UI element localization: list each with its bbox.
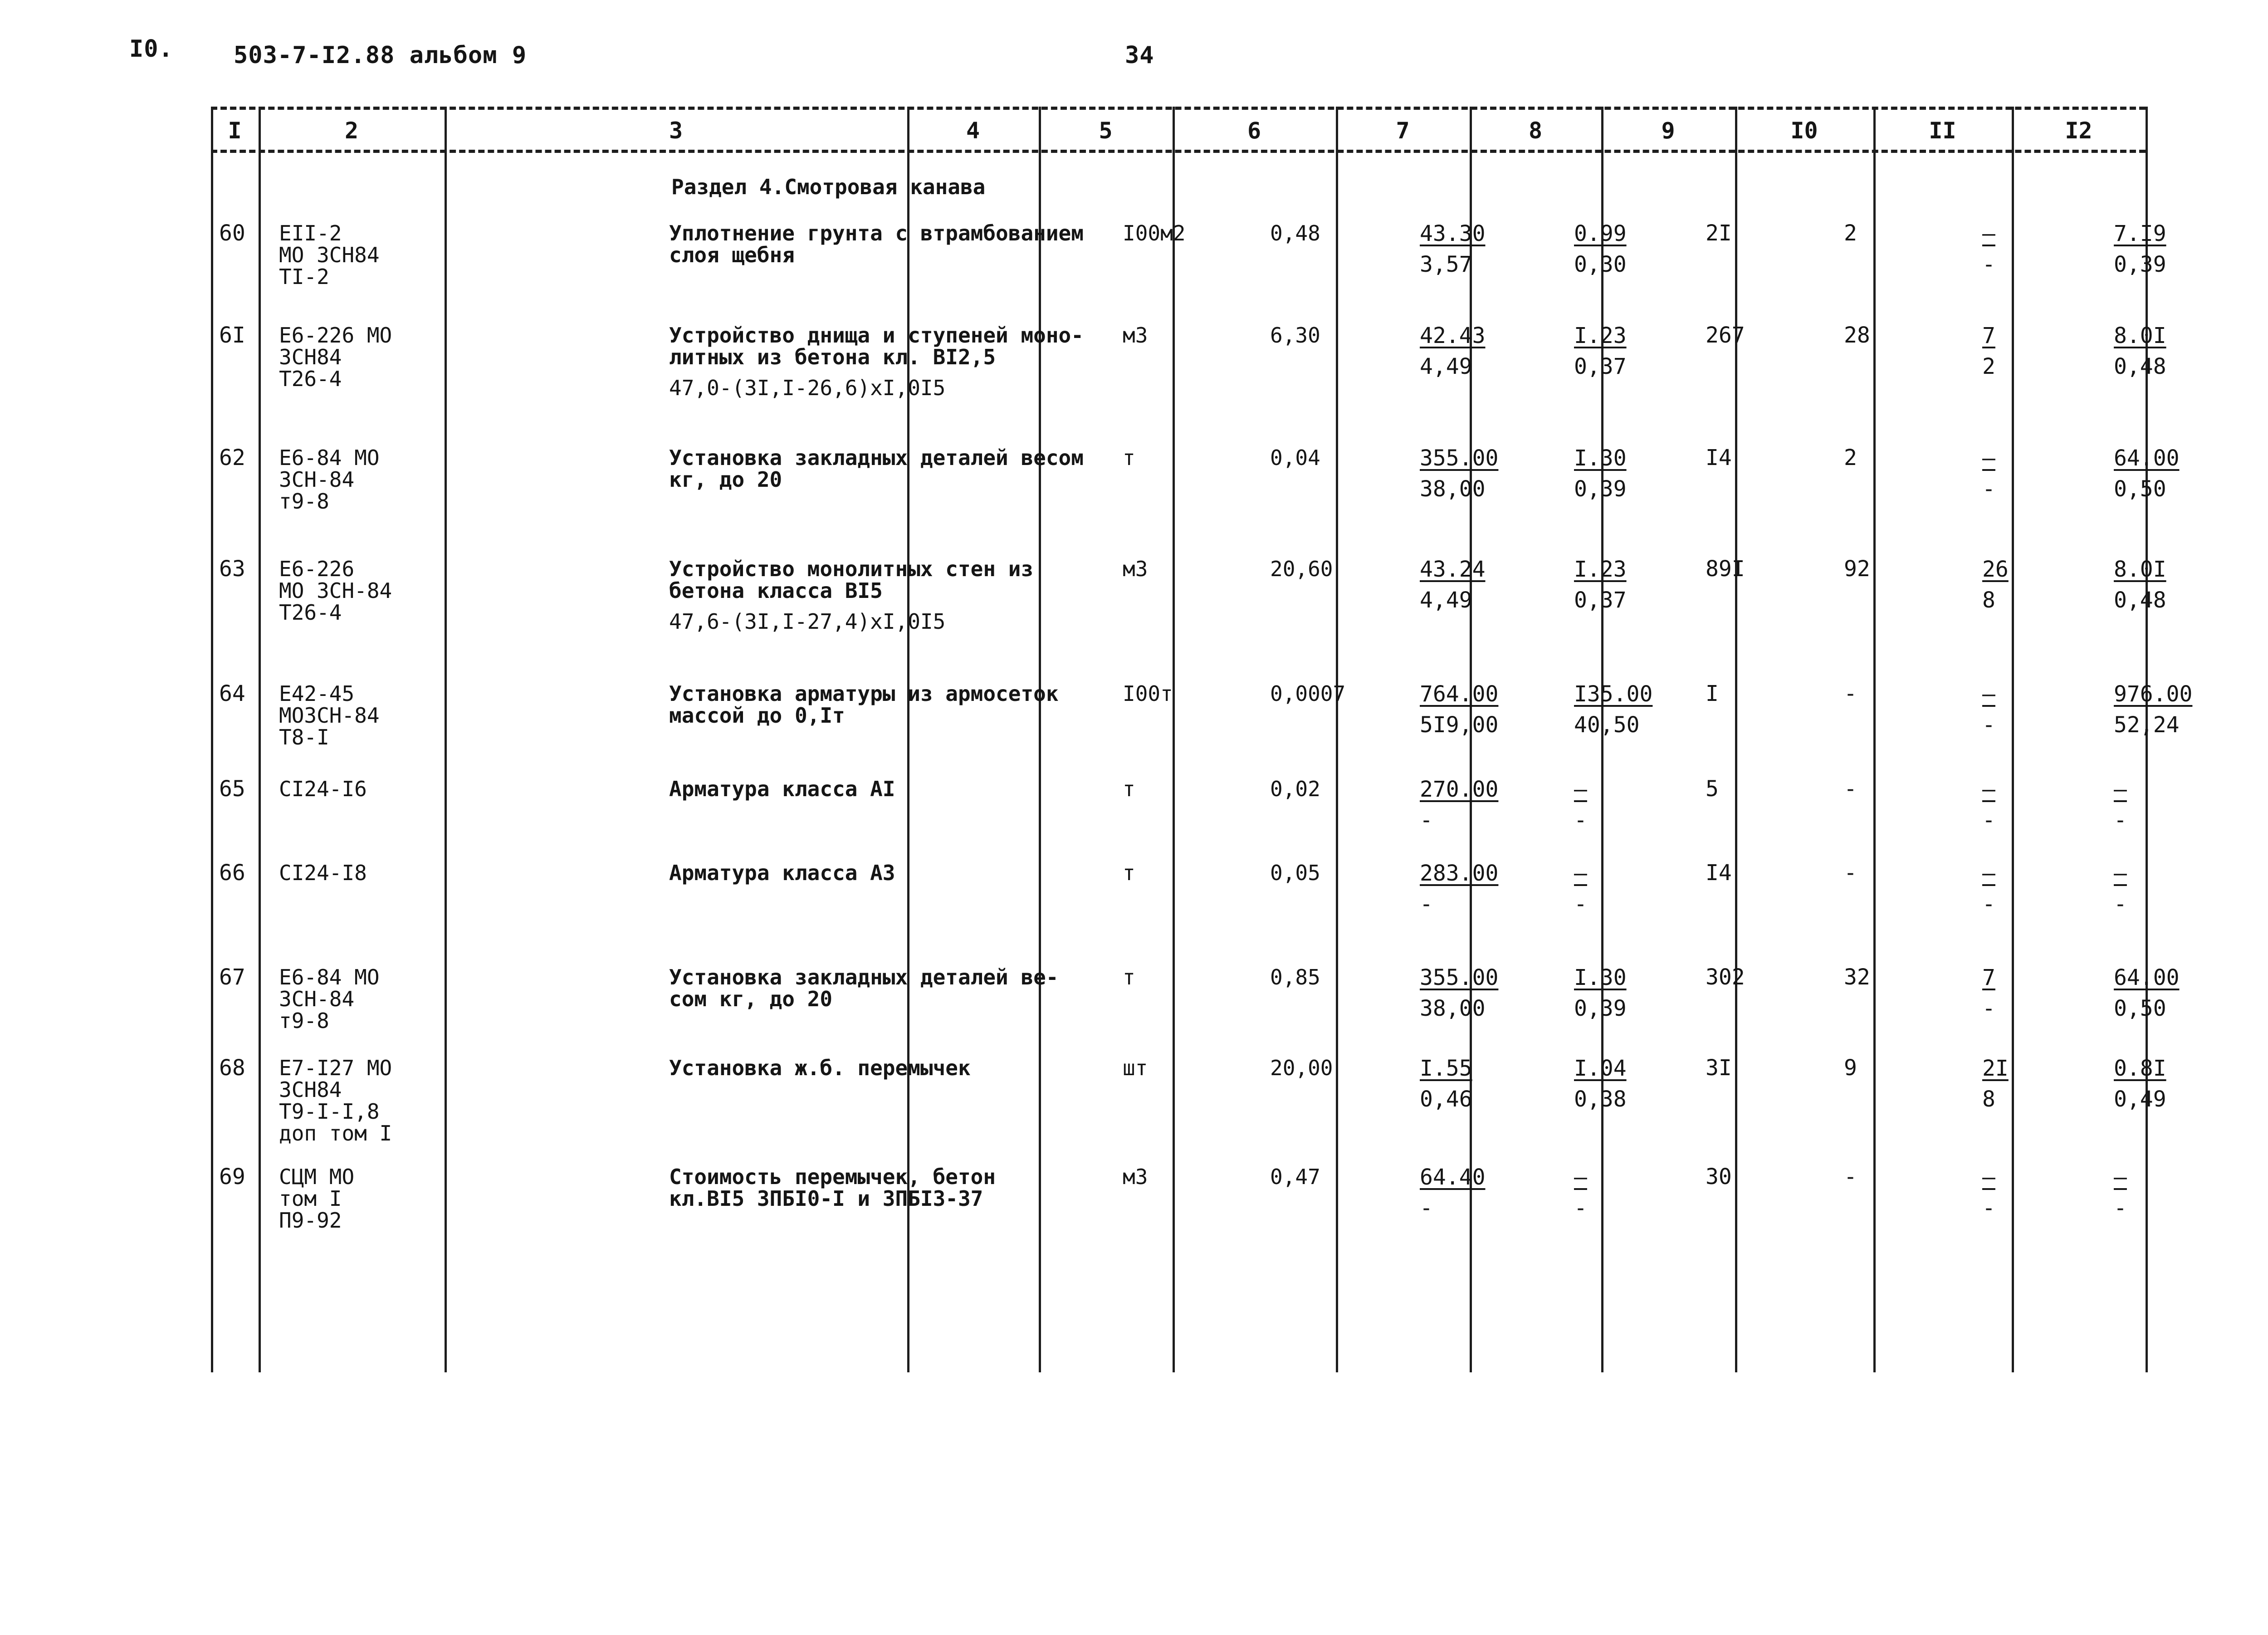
sheet-number: I0. — [129, 35, 173, 63]
labor-unit-top: 64.00 — [2114, 445, 2180, 471]
column-rule — [211, 107, 213, 1372]
quantity: 0,48 — [1270, 221, 1320, 245]
volume-calculation: 47,6-(3I,I-27,4)xI,0I5 — [669, 609, 946, 634]
work-description-text: Арматура класса АЗ — [669, 861, 895, 885]
machine-total-top: 7 — [1982, 965, 1995, 990]
machine-total — [1982, 683, 2064, 736]
work-description — [669, 558, 1105, 632]
machine-total — [1982, 222, 2064, 276]
labor-unit-bottom: - — [2114, 808, 2127, 833]
unit-cost — [1420, 683, 1556, 736]
machine-cost-top: I.23 — [1574, 323, 1627, 348]
total-cost: 5 — [1706, 776, 1719, 802]
unit-of-measure: т — [1123, 445, 1135, 470]
machine-cost-bottom: 0,37 — [1574, 354, 1627, 379]
estimate-table — [211, 107, 2193, 1372]
quantity: 6,30 — [1270, 323, 1320, 348]
machine-cost-top: 0.99 — [1574, 221, 1627, 246]
machine-cost-top: – — [1574, 1165, 1587, 1190]
unit-cost-bottom: - — [1420, 891, 1433, 917]
machine-cost-top: I.04 — [1574, 1056, 1627, 1081]
row-number: 6I — [219, 323, 245, 348]
machine-total — [1982, 324, 2064, 378]
machine-cost-bottom: 0,39 — [1574, 996, 1627, 1021]
machine-total-top: 26 — [1982, 557, 2009, 582]
machine-total — [1982, 862, 2064, 915]
labor-unit-bottom: 0,50 — [2114, 476, 2166, 502]
machine-total — [1982, 1166, 2064, 1219]
unit-cost-bottom: 4,49 — [1420, 587, 1472, 613]
unit-cost-bottom: 0,46 — [1420, 1087, 1472, 1112]
machine-cost-bottom: - — [1574, 808, 1587, 833]
machine-cost-bottom: 0,30 — [1574, 252, 1627, 277]
machine-total-top: 7 — [1982, 323, 1995, 348]
work-description — [669, 778, 1105, 800]
norm-code: Е7-I27 МО ЗСН84 Т9-I-I,8 доп том I — [279, 1056, 392, 1145]
machine-cost-bottom: 40,50 — [1574, 712, 1640, 738]
machine-total-bottom: 2 — [1982, 354, 1995, 379]
work-description-text: Установка закладных деталей ве- сом кг, до 20 — [669, 965, 1059, 1011]
quantity: 20,00 — [1270, 1056, 1333, 1080]
wages-cost: - — [1844, 776, 1857, 802]
machine-cost-bottom: 0,38 — [1574, 1087, 1627, 1112]
column-number-header: 4 — [966, 117, 980, 144]
row-number: 63 — [219, 556, 245, 582]
machine-total-bottom: 8 — [1982, 1087, 1995, 1112]
column-number-header: 6 — [1247, 117, 1261, 144]
unit-cost-top: 43.24 — [1420, 557, 1486, 582]
machine-total-top: – — [1982, 681, 1995, 707]
labor-unit-bottom: - — [2114, 1195, 2127, 1221]
unit-cost-top: 64.40 — [1420, 1165, 1486, 1190]
labor-unit-bottom: 0,49 — [2114, 1087, 2166, 1112]
quantity: 0,85 — [1270, 965, 1320, 989]
unit-cost-top: 355.00 — [1420, 965, 1499, 990]
column-number-header: I2 — [2065, 117, 2092, 144]
labor-unit-top: 8.0I — [2114, 557, 2166, 582]
total-cost: 89I — [1706, 556, 1745, 582]
work-description — [669, 683, 1105, 726]
norm-code: Е42-45 МОЗСН-84 Т8-I — [279, 681, 380, 749]
labor-unit — [2114, 862, 2227, 915]
work-description-text: Установка ж.б. перемычек — [669, 1056, 971, 1080]
column-number-header: I0 — [1790, 117, 1818, 144]
work-description — [669, 222, 1105, 266]
total-cost: 267 — [1706, 323, 1745, 348]
unit-cost-top: 43.30 — [1420, 221, 1486, 246]
machine-total-bottom: 8 — [1982, 587, 1995, 613]
machine-cost — [1574, 558, 1687, 612]
unit-cost-top: 764.00 — [1420, 681, 1499, 707]
row-number: 67 — [219, 964, 245, 990]
work-description — [669, 447, 1105, 490]
machine-total-top: – — [1982, 777, 1995, 802]
quantity: 20,60 — [1270, 557, 1333, 581]
norm-code: Е6-226 МО ЗСН84 Т26-4 — [279, 323, 392, 391]
machine-total — [1982, 1057, 2064, 1111]
norm-code: СI24-I8 — [279, 861, 367, 885]
unit-of-measure: I00т — [1123, 681, 1173, 706]
work-description-text: Стоимость перемычек, бетон кл.BI5 ЗПБI0-I и ЗПБI3-37 — [669, 1165, 996, 1211]
norm-code: Е6-226 МО ЗСН-84 Т26-4 — [279, 557, 392, 625]
total-cost: I4 — [1706, 860, 1732, 886]
row-number: 68 — [219, 1055, 245, 1081]
wages-cost: 2 — [1844, 220, 1857, 246]
column-number-header: I — [228, 117, 242, 144]
total-cost: 30 — [1706, 1164, 1732, 1190]
machine-cost — [1574, 778, 1687, 832]
machine-total-bottom: - — [1982, 476, 1995, 502]
machine-cost-bottom: 0,37 — [1574, 587, 1627, 613]
wages-cost: 9 — [1844, 1055, 1857, 1081]
unit-cost — [1420, 862, 1556, 915]
machine-cost — [1574, 966, 1687, 1020]
unit-cost — [1420, 324, 1556, 378]
wages-cost: - — [1844, 681, 1857, 706]
work-description — [669, 1166, 1105, 1209]
machine-cost-bottom: - — [1574, 891, 1587, 917]
column-rule — [445, 107, 447, 1372]
labor-unit-top: – — [2114, 777, 2127, 802]
work-description-text: Устройство монолитных стен из бетона класса BI5 — [669, 557, 1034, 603]
unit-cost — [1420, 966, 1556, 1020]
unit-cost-bottom: - — [1420, 1195, 1433, 1221]
machine-cost-top: I.30 — [1574, 965, 1627, 990]
wages-cost: 28 — [1844, 323, 1870, 348]
page-number: 34 — [1125, 42, 1154, 69]
machine-total — [1982, 778, 2064, 832]
machine-total-top: – — [1982, 861, 1995, 886]
unit-of-measure: шт — [1123, 1056, 1148, 1080]
unit-cost-bottom: - — [1420, 808, 1433, 833]
quantity: 0,47 — [1270, 1165, 1320, 1189]
column-number-header: 8 — [1528, 117, 1543, 144]
unit-cost — [1420, 558, 1556, 612]
labor-unit-bottom: 0,50 — [2114, 996, 2166, 1021]
labor-unit — [2114, 1057, 2227, 1111]
section-title: Раздел 4.Смотровая канава — [671, 175, 986, 199]
unit-cost-top: 270.00 — [1420, 777, 1499, 802]
column-number-header: 9 — [1661, 117, 1675, 144]
unit-cost-bottom: 38,00 — [1420, 996, 1486, 1021]
norm-code: Е6-84 МО ЗСН-84 т9-8 — [279, 445, 380, 514]
unit-of-measure: т — [1123, 965, 1135, 989]
machine-cost — [1574, 324, 1687, 378]
column-number-header: 5 — [1099, 117, 1113, 144]
row-number: 60 — [219, 220, 245, 246]
volume-calculation: 47,0-(3I,I-26,6)xI,0I5 — [669, 376, 946, 400]
work-description-text: Установка закладных деталей весом кг, до 20 — [669, 445, 1084, 492]
work-description-text: Арматура класса АI — [669, 777, 895, 801]
machine-total-top: – — [1982, 1165, 1995, 1190]
quantity: 0,05 — [1270, 861, 1320, 885]
machine-cost-top: I.23 — [1574, 557, 1627, 582]
unit-of-measure: т — [1123, 861, 1135, 885]
machine-total-bottom: - — [1982, 891, 1995, 917]
labor-unit-top: 7.I9 — [2114, 221, 2166, 246]
row-number: 62 — [219, 445, 245, 470]
labor-unit — [2114, 778, 2227, 832]
unit-cost-bottom: 5I9,00 — [1420, 712, 1499, 738]
machine-cost — [1574, 683, 1687, 736]
labor-unit-top: 64.00 — [2114, 965, 2180, 990]
unit-cost — [1420, 778, 1556, 832]
unit-cost-top: I.55 — [1420, 1056, 1472, 1081]
wages-cost: - — [1844, 860, 1857, 886]
header-bottom-border — [211, 150, 2146, 153]
wages-cost: - — [1844, 1164, 1857, 1190]
labor-unit-top: 8.0I — [2114, 323, 2166, 348]
unit-cost-top: 283.00 — [1420, 861, 1499, 886]
work-description-text: Установка арматуры из армосеток массой до 0,Iт — [669, 681, 1059, 728]
machine-total-top: – — [1982, 445, 1995, 471]
machine-cost-top: I35.00 — [1574, 681, 1653, 707]
quantity: 0,04 — [1270, 445, 1320, 470]
labor-unit-bottom: - — [2114, 891, 2127, 917]
norm-code: Е6-84 МО ЗСН-84 т9-8 — [279, 965, 380, 1033]
row-number: 66 — [219, 860, 245, 886]
labor-unit — [2114, 447, 2227, 500]
machine-total-top: – — [1982, 221, 1995, 246]
machine-total-bottom: - — [1982, 1195, 1995, 1221]
unit-cost-bottom: 4,49 — [1420, 354, 1472, 379]
work-description — [669, 324, 1105, 399]
work-description — [669, 1057, 1105, 1079]
labor-unit-bottom: 52,24 — [2114, 712, 2180, 738]
labor-unit-bottom: 0,48 — [2114, 354, 2166, 379]
machine-total-bottom: - — [1982, 996, 1995, 1021]
machine-cost-top: – — [1574, 777, 1587, 802]
column-rule — [259, 107, 261, 1372]
table-top-border — [211, 107, 2146, 110]
unit-cost — [1420, 1166, 1556, 1219]
machine-cost — [1574, 1166, 1687, 1219]
machine-cost-top: I.30 — [1574, 445, 1627, 471]
labor-unit — [2114, 324, 2227, 378]
machine-total — [1982, 558, 2064, 612]
machine-cost — [1574, 1057, 1687, 1111]
quantity: 0,02 — [1270, 777, 1320, 801]
machine-cost-top: – — [1574, 861, 1587, 886]
work-description-text: Устройство днища и ступеней моно- литных из бетона кл. BI2,5 — [669, 323, 1084, 369]
machine-total — [1982, 447, 2064, 500]
quantity: 0,0007 — [1270, 681, 1346, 706]
unit-of-measure: I00м2 — [1123, 221, 1186, 245]
column-number-header: 7 — [1396, 117, 1410, 144]
unit-cost-bottom: 38,00 — [1420, 476, 1486, 502]
norm-code: СI24-I6 — [279, 777, 367, 801]
work-description-text: Уплотнение грунта с втрамбованием слоя щебня — [669, 221, 1084, 267]
wages-cost: 2 — [1844, 445, 1857, 470]
wages-cost: 92 — [1844, 556, 1870, 582]
wages-cost: 32 — [1844, 964, 1870, 990]
machine-total-bottom: - — [1982, 808, 1995, 833]
labor-unit-top: 0.8I — [2114, 1056, 2166, 1081]
total-cost: 2I — [1706, 220, 1732, 246]
machine-total — [1982, 966, 2064, 1020]
machine-cost — [1574, 862, 1687, 915]
labor-unit-top: – — [2114, 1165, 2127, 1190]
row-number: 64 — [219, 681, 245, 706]
labor-unit-bottom: 0,48 — [2114, 587, 2166, 613]
row-number: 69 — [219, 1164, 245, 1190]
unit-cost — [1420, 222, 1556, 276]
labor-unit-bottom: 0,39 — [2114, 252, 2166, 277]
unit-cost-top: 42.43 — [1420, 323, 1486, 348]
unit-cost-bottom: 3,57 — [1420, 252, 1472, 277]
labor-unit — [2114, 1166, 2227, 1219]
work-description — [669, 966, 1105, 1010]
labor-unit — [2114, 222, 2227, 276]
total-cost: I — [1706, 681, 1719, 706]
column-number-header: II — [1929, 117, 1956, 144]
norm-code: ЕII-2 МО ЗСН84 ТI-2 — [279, 221, 380, 289]
unit-cost-top: 355.00 — [1420, 445, 1499, 471]
total-cost: 3I — [1706, 1055, 1732, 1081]
norm-code: СЦМ МО том I П9-92 — [279, 1165, 355, 1233]
labor-unit — [2114, 966, 2227, 1020]
unit-of-measure: м3 — [1123, 557, 1148, 581]
labor-unit-top: – — [2114, 861, 2127, 886]
column-number-header: 2 — [344, 117, 359, 144]
total-cost: 302 — [1706, 964, 1745, 990]
unit-of-measure: т — [1123, 777, 1135, 801]
machine-cost — [1574, 222, 1687, 276]
total-cost: I4 — [1706, 445, 1732, 470]
album-reference: 503-7-I2.88 альбом 9 — [234, 42, 527, 69]
machine-total-bottom: - — [1982, 712, 1995, 738]
unit-of-measure: м3 — [1123, 323, 1148, 348]
machine-cost-bottom: 0,39 — [1574, 476, 1627, 502]
labor-unit-top: 976.00 — [2114, 681, 2193, 707]
row-number: 65 — [219, 776, 245, 802]
unit-cost — [1420, 447, 1556, 500]
machine-cost-bottom: - — [1574, 1195, 1587, 1221]
labor-unit — [2114, 558, 2227, 612]
unit-cost — [1420, 1057, 1556, 1111]
work-description — [669, 862, 1105, 884]
labor-unit — [2114, 683, 2227, 736]
unit-of-measure: м3 — [1123, 1165, 1148, 1189]
machine-total-top: 2I — [1982, 1056, 2009, 1081]
column-number-header: 3 — [669, 117, 683, 144]
machine-cost — [1574, 447, 1687, 500]
machine-total-bottom: - — [1982, 252, 1995, 277]
